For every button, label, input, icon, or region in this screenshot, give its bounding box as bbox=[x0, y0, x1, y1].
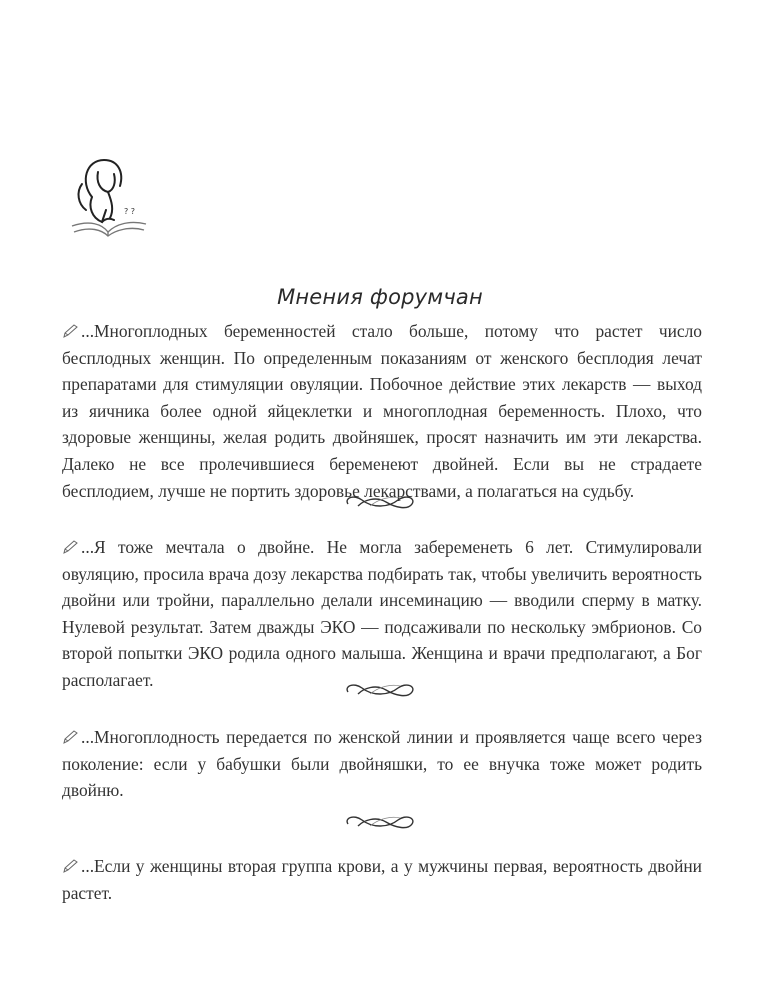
section-title: Мнения форумчан bbox=[277, 285, 483, 309]
svg-text:? ?: ? ? bbox=[124, 207, 136, 216]
comment-text: ...Многоплодность передается по женской линии и проявляется чаще всего через поколение: если у бабушки были двойняшки, то ее внучка тоже может родить двойню. bbox=[62, 727, 702, 801]
pen-icon bbox=[62, 859, 78, 873]
forum-comment bbox=[62, 534, 702, 694]
girl-reading-book-icon bbox=[62, 152, 152, 242]
pen-icon bbox=[62, 540, 78, 554]
forum-comment bbox=[62, 318, 702, 504]
comment-text: ...Многоплодных беременностей стало больше, потому что растет число бесплодных женщин. По определенным показаниям от женского бесплодия лечат препаратами для стимуляции овуляции. Побочное действие этих лекарств — выход из яичника более одной яйцеклетки и многоплодная беременность. Плохо, что здоровые женщины, желая родить двойняшек, просят назначить им эти лекарства. Далеко не все пролечившиеся беременеют двойней. Если вы не страдаете бесплодием, лучше не портить здоровье лекарствами, а полагаться на судьбу. bbox=[62, 321, 702, 501]
flourish-divider-icon bbox=[340, 490, 420, 514]
comment-text: ...Если у женщины вторая группа крови, а у мужчины первая, вероятность двойни растет. bbox=[62, 856, 702, 903]
forum-comment bbox=[62, 853, 702, 906]
comment-text: ...Я тоже мечтала о двойне. Не могла забеременеть 6 лет. Стимулировали овуляцию, просила врача дозу лекарства подбирать так, чтобы увеличить вероятность двойни или тройни, параллельно делали инсеминацию — вводили сперму в матку. Нулевой результат. Затем дважды ЭКО — подсаживали по нескольку эмбрионов. Со второй попытки ЭКО родила одного малыша. Женщина и врачи предполагают, а Бог располагает. bbox=[62, 537, 702, 690]
forum-comment bbox=[62, 724, 702, 804]
pen-icon bbox=[62, 730, 78, 744]
flourish-divider-icon bbox=[340, 678, 420, 702]
pen-icon bbox=[62, 324, 78, 338]
flourish-divider-icon bbox=[340, 810, 420, 834]
